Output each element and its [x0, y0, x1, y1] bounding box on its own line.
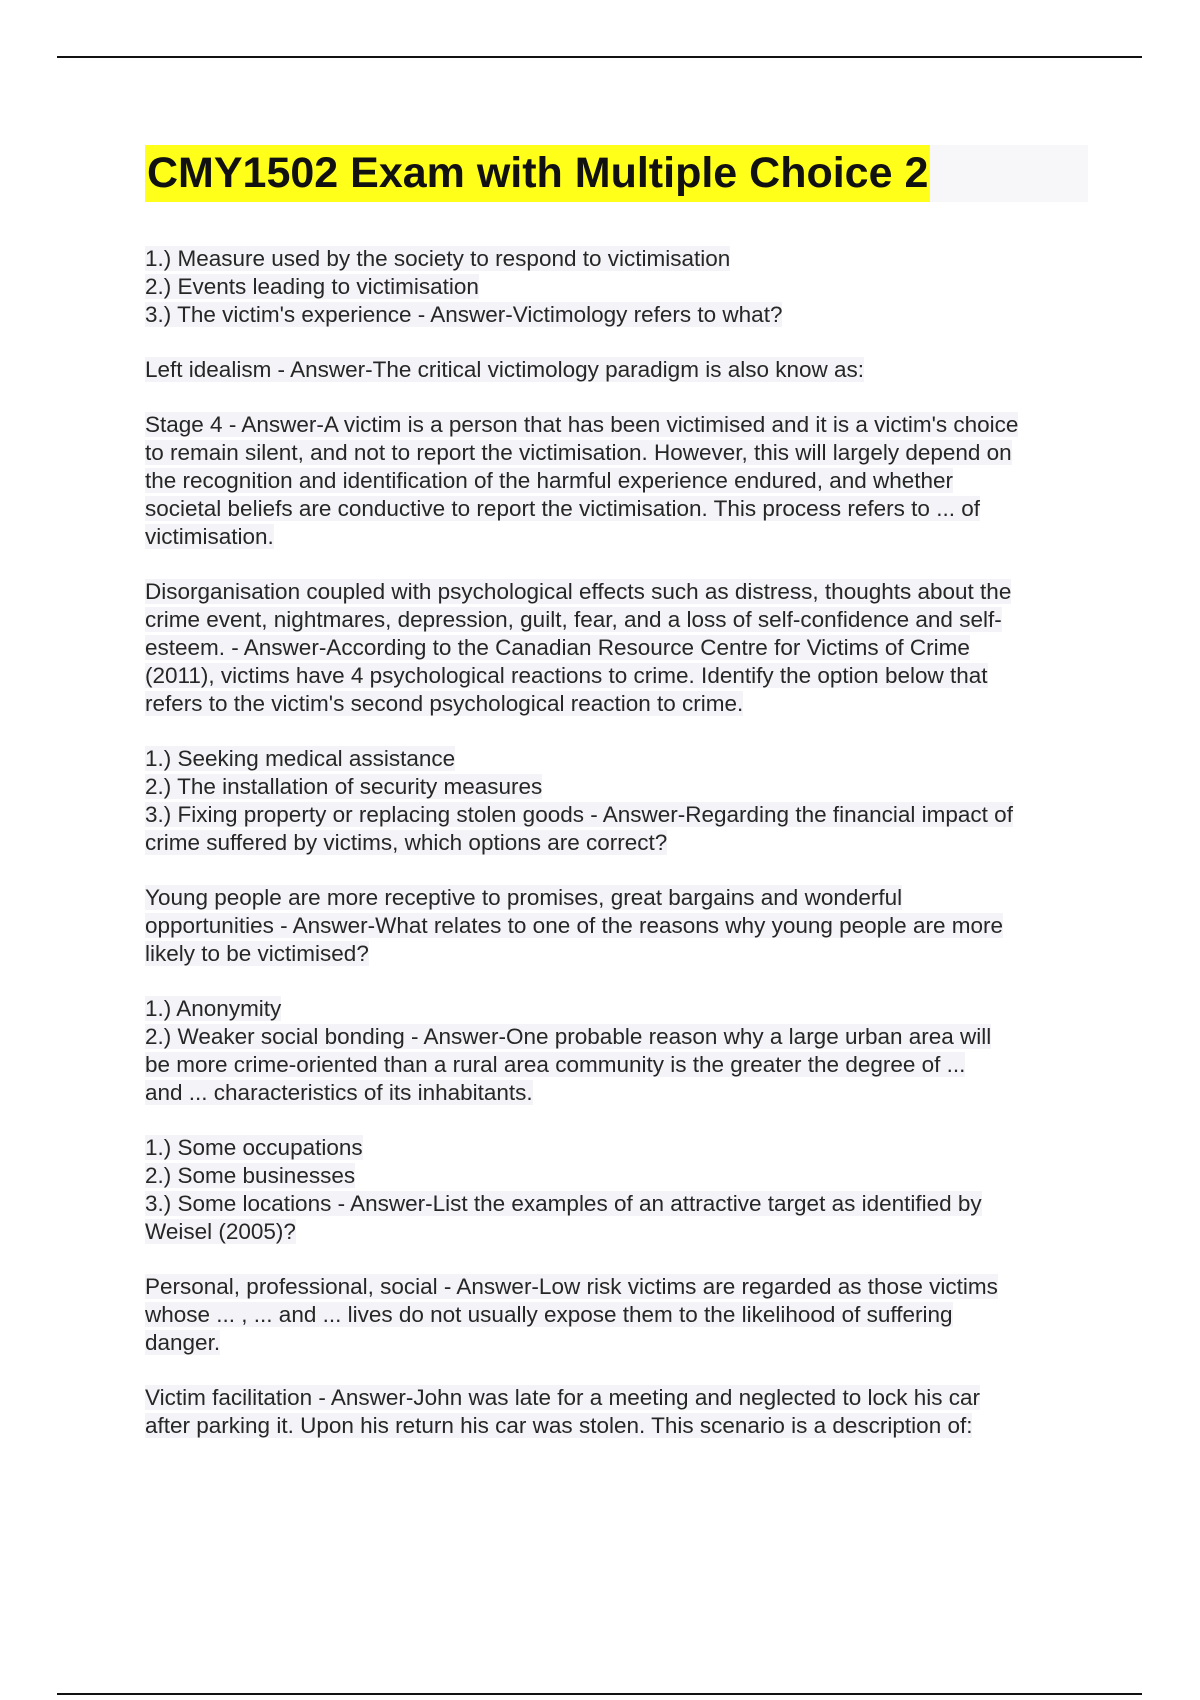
- qa-line: [145, 1162, 1088, 1190]
- qa-line: [145, 912, 1088, 940]
- qa-line: [145, 634, 1088, 662]
- qa-line-text: to remain silent, and not to report the victimisation. However, this will largely depend on: [145, 440, 1012, 465]
- qa-line-text: crime event, nightmares, depression, guilt, fear, and a loss of self-confidence and self-: [145, 607, 1002, 632]
- qa-line: [145, 1079, 1088, 1107]
- qa-line: [145, 995, 1088, 1023]
- qa-line: [145, 773, 1088, 801]
- qa-line-text: refers to the victim's second psychological reaction to crime.: [145, 691, 744, 716]
- qa-line: [145, 662, 1088, 690]
- qa-item: [145, 1134, 1088, 1246]
- qa-line-text: after parking it. Upon his return his car was stolen. This scenario is a description of:: [145, 1413, 973, 1438]
- qa-line-text: 3.) Some locations - Answer-List the examples of an attractive target as identified by: [145, 1191, 982, 1216]
- qa-line-text: societal beliefs are conductive to report the victimisation. This process refers to ... of: [145, 496, 980, 521]
- qa-item: [145, 1384, 1088, 1440]
- qa-line-text: 2.) Some businesses: [145, 1163, 356, 1188]
- qa-item: [145, 578, 1088, 718]
- qa-line-text: Stage 4 - Answer-A victim is a person that has been victimised and it is a victim's choice: [145, 412, 1019, 437]
- qa-line-text: crime suffered by victims, which options are correct?: [145, 830, 668, 855]
- qa-line-text: 3.) The victim's experience - Answer-Victimology refers to what?: [145, 302, 783, 327]
- qa-item: [145, 245, 1088, 329]
- qa-line: [145, 439, 1088, 467]
- qa-line-text: and ... characteristics of its inhabitants.: [145, 1080, 533, 1105]
- qa-line: [145, 467, 1088, 495]
- qa-line: [145, 745, 1088, 773]
- qa-line: [145, 356, 1088, 384]
- qa-line: [145, 1273, 1088, 1301]
- qa-item: [145, 745, 1088, 857]
- qa-line: [145, 884, 1088, 912]
- qa-line-text: whose ... , ... and ... lives do not usually expose them to the likelihood of suffering: [145, 1302, 953, 1327]
- qa-item: [145, 995, 1088, 1107]
- qa-line: [145, 495, 1088, 523]
- qa-list: [145, 245, 1088, 1467]
- qa-line: [145, 1051, 1088, 1079]
- qa-line: [145, 1384, 1088, 1412]
- qa-line-text: likely to be victimised?: [145, 941, 369, 966]
- qa-item: [145, 356, 1088, 384]
- qa-line-text: 1.) Anonymity: [145, 996, 282, 1021]
- qa-line-text: be more crime-oriented than a rural area community is the greater the degree of ...: [145, 1052, 966, 1077]
- qa-line: [145, 940, 1088, 968]
- qa-line: [145, 801, 1088, 829]
- qa-item: [145, 884, 1088, 968]
- qa-line-text: 1.) Seeking medical assistance: [145, 746, 456, 771]
- qa-line: [145, 578, 1088, 606]
- qa-line: [145, 606, 1088, 634]
- qa-line-text: Weisel (2005)?: [145, 1219, 296, 1244]
- qa-line-text: 1.) Some occupations: [145, 1135, 363, 1160]
- qa-line: [145, 1301, 1088, 1329]
- qa-line: [145, 1329, 1088, 1357]
- qa-line: [145, 1023, 1088, 1051]
- qa-line: [145, 273, 1088, 301]
- qa-line-text: (2011), victims have 4 psychological reactions to crime. Identify the option below that: [145, 663, 988, 688]
- title-block: [145, 145, 1088, 202]
- qa-line-text: opportunities - Answer-What relates to one of the reasons why young people are more: [145, 913, 1003, 938]
- qa-line-text: the recognition and identification of the harmful experience endured, and whether: [145, 468, 954, 493]
- qa-line-text: 1.) Measure used by the society to respond to victimisation: [145, 246, 731, 271]
- qa-line-text: Personal, professional, social - Answer-Low risk victims are regarded as those victims: [145, 1274, 998, 1299]
- qa-line-text: 2.) Events leading to victimisation: [145, 274, 479, 299]
- qa-line: [145, 1134, 1088, 1162]
- qa-line-text: 2.) The installation of security measures: [145, 774, 543, 799]
- qa-line: [145, 690, 1088, 718]
- qa-line: [145, 411, 1088, 439]
- qa-line-text: Victim facilitation - Answer-John was late for a meeting and neglected to lock his car: [145, 1385, 980, 1410]
- qa-line: [145, 523, 1088, 551]
- qa-line-text: Disorganisation coupled with psychological effects such as distress, thoughts about the: [145, 579, 1012, 604]
- qa-line: [145, 1190, 1088, 1218]
- qa-line: [145, 829, 1088, 857]
- qa-line: [145, 245, 1088, 273]
- top-rule: [57, 56, 1142, 58]
- qa-line: [145, 301, 1088, 329]
- qa-line-text: Young people are more receptive to promises, great bargains and wonderful: [145, 885, 903, 910]
- qa-line-text: Left idealism - Answer-The critical victimology paradigm is also know as:: [145, 357, 865, 382]
- page-title: CMY1502 Exam with Multiple Choice 2: [145, 145, 930, 202]
- qa-line-text: victimisation.: [145, 524, 274, 549]
- qa-line-text: danger.: [145, 1330, 221, 1355]
- qa-line: [145, 1412, 1088, 1440]
- qa-line-text: 3.) Fixing property or replacing stolen goods - Answer-Regarding the financial impact of: [145, 802, 1013, 827]
- qa-item: [145, 1273, 1088, 1357]
- qa-line-text: esteem. - Answer-According to the Canadian Resource Centre for Victims of Crime: [145, 635, 970, 660]
- bottom-rule: [57, 1693, 1142, 1695]
- qa-item: [145, 411, 1088, 551]
- qa-line: [145, 1218, 1088, 1246]
- qa-line-text: 2.) Weaker social bonding - Answer-One probable reason why a large urban area will: [145, 1024, 992, 1049]
